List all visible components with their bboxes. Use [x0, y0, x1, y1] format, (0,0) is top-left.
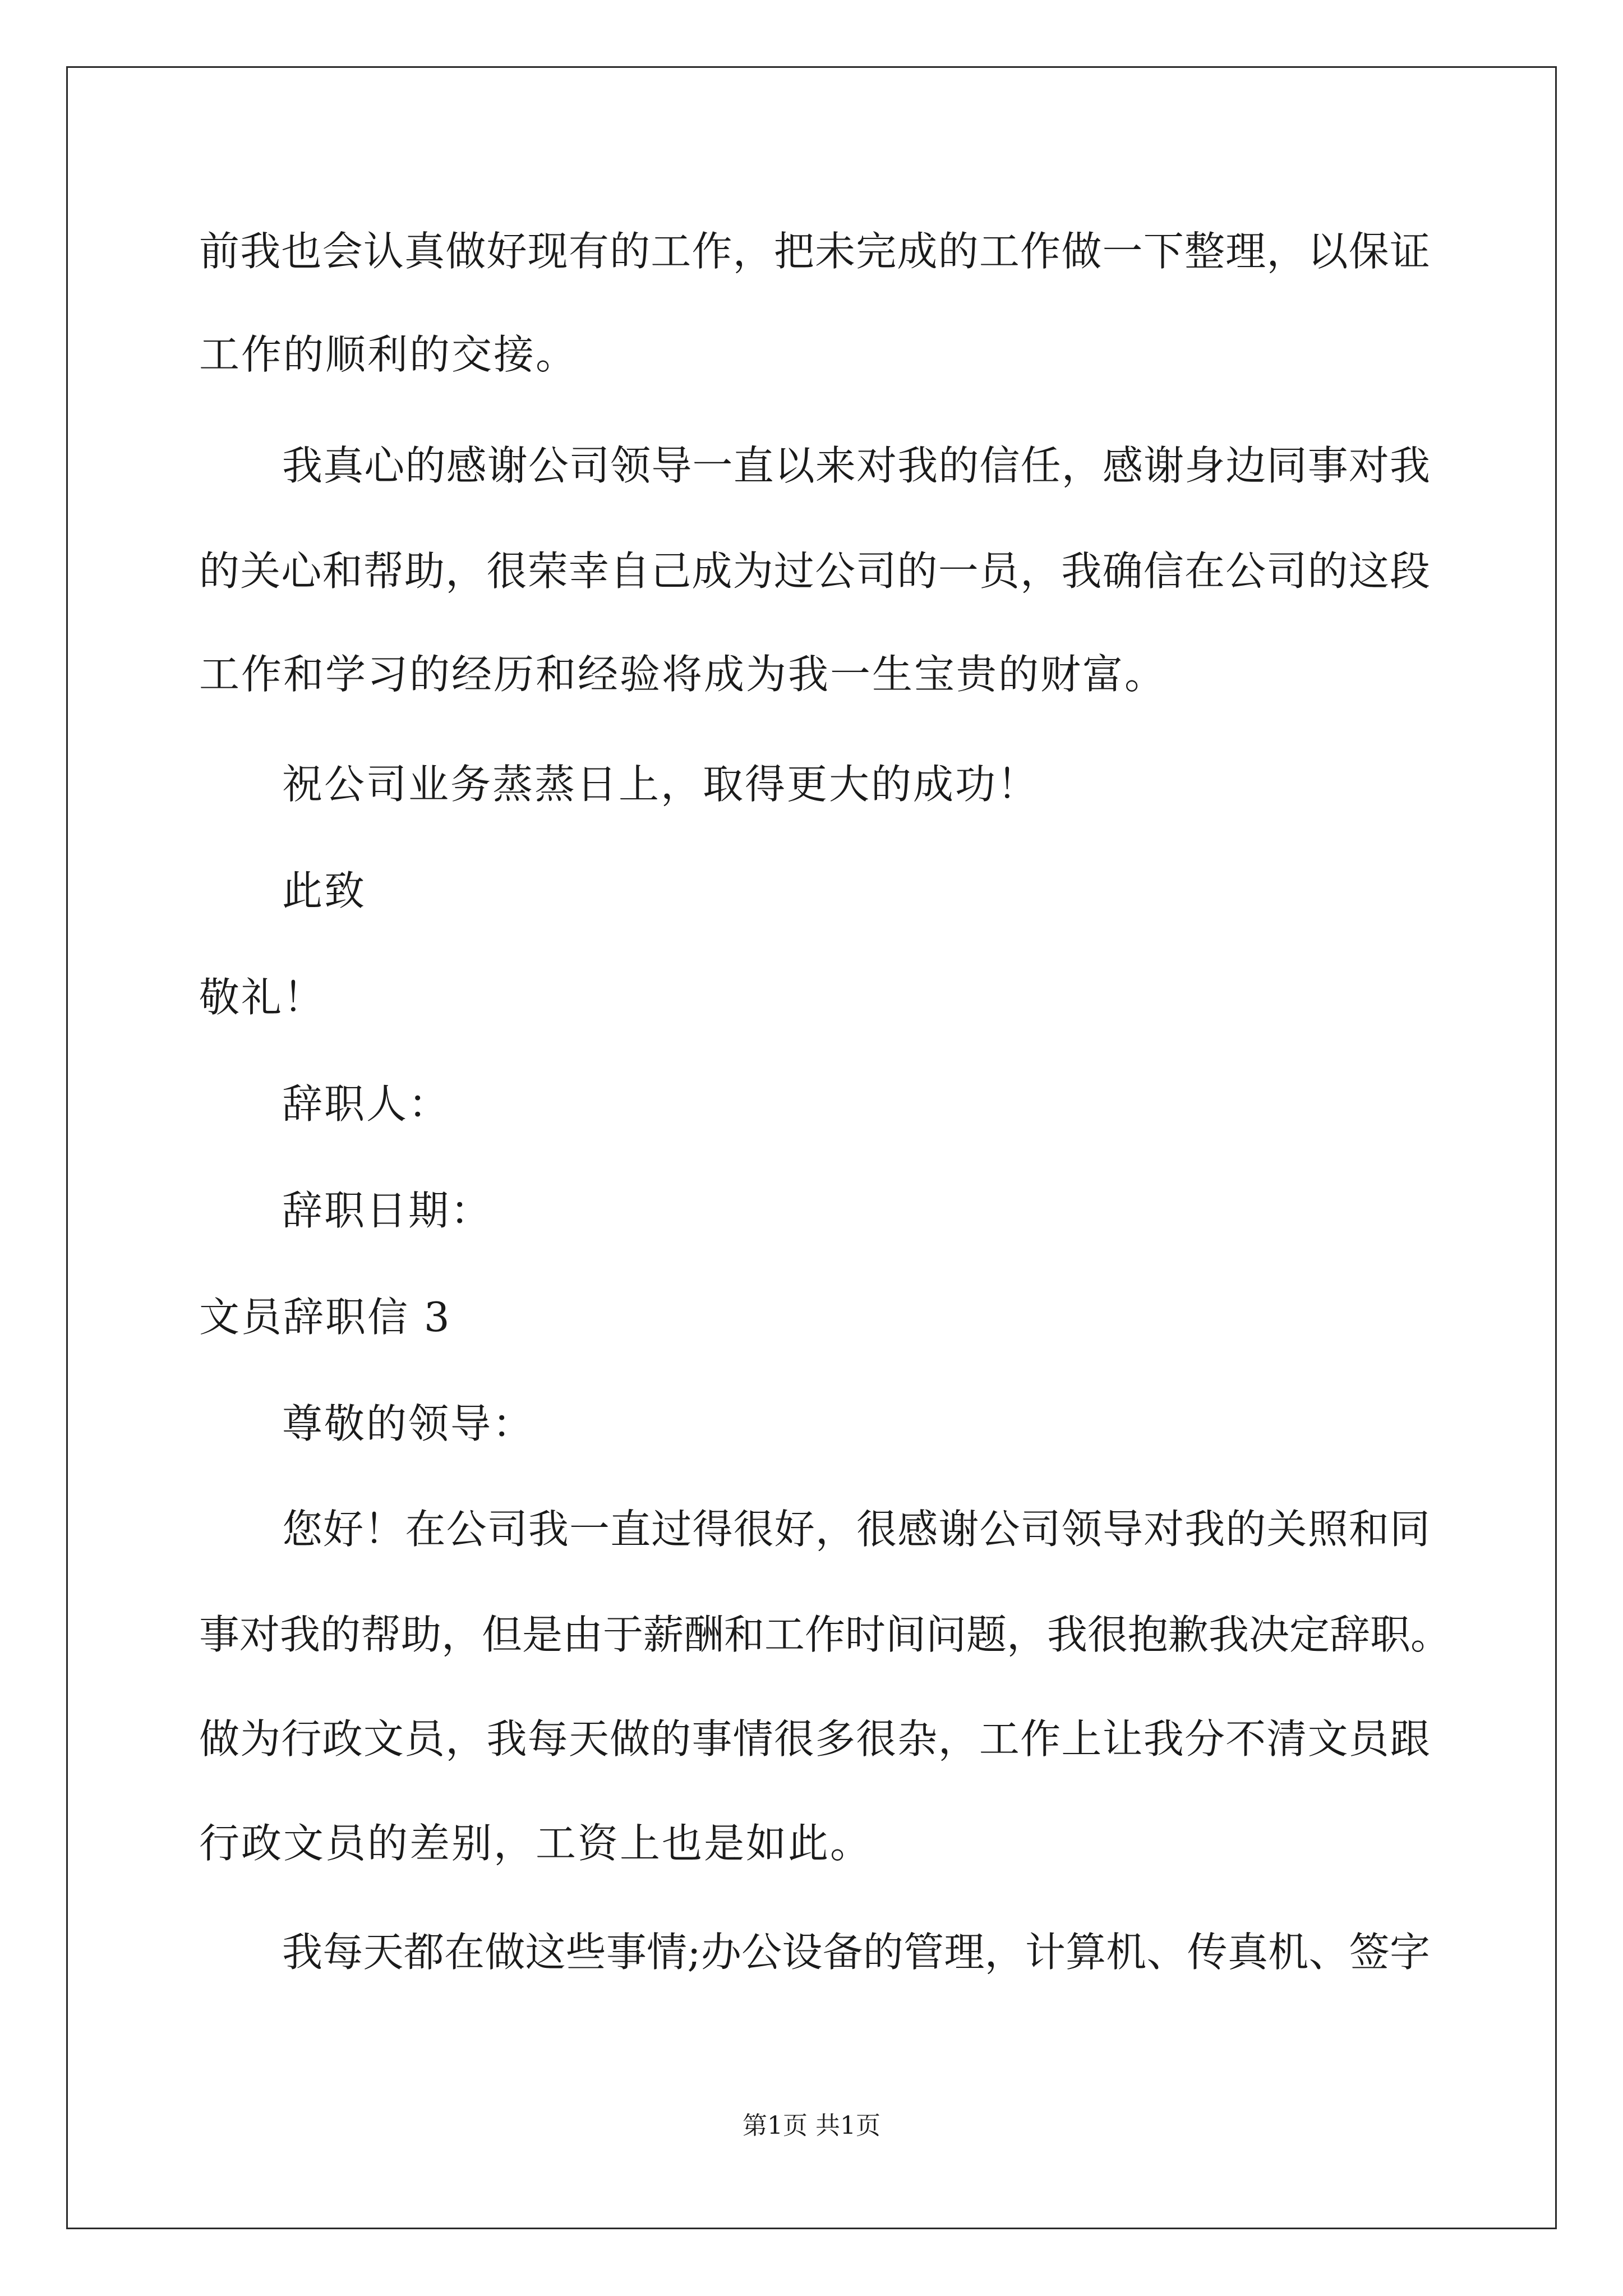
paragraph-line: 做为行政文员，我每天做的事情很多很杂，工作上让我分不清文员跟: [199, 1715, 1430, 1763]
paragraph-line: 祝公司业务蒸蒸日上，取得更大的成功！: [282, 761, 1040, 808]
date-label: 辞职日期：: [282, 1187, 493, 1234]
paragraph-line: 我真心的感谢公司领导一直以来对我的信任，感谢身边同事对我: [282, 442, 1430, 489]
paragraph-line: 事对我的帮助，但是由于薪酬和工作时间问题，我很抱歉我决定辞职。: [199, 1611, 1451, 1658]
paragraph-line: 您好！在公司我一直过得很好，很感谢公司领导对我的关照和同: [282, 1506, 1430, 1553]
paragraph-line: 我每天都在做这些事情;办公设备的管理，计算机、传真机、签字: [282, 1929, 1430, 1976]
closing-phrase: 此致: [282, 867, 367, 914]
page-footer: 第1页 共1页: [743, 2111, 880, 2140]
paragraph-line: 行政文员的差别，工资上也是如此。: [199, 1820, 873, 1867]
greeting: 尊敬的领导：: [282, 1400, 535, 1447]
paragraph-line: 工作的顺利的交接。: [199, 331, 578, 378]
signer-label: 辞职人：: [282, 1080, 451, 1128]
paragraph-line: 工作和学习的经历和经验将成为我一生宝贵的财富。: [199, 651, 1167, 698]
document-body: [199, 0, 1451, 2132]
paragraph-line: 的关心和帮助，很荣幸自己成为过公司的一员，我确信在公司的这段: [199, 547, 1430, 595]
salutation-closing: 敬礼！: [199, 974, 326, 1021]
section-title: 文员辞职信 3: [199, 1294, 451, 1341]
paragraph-line: 前我也会认真做好现有的工作，把未完成的工作做一下整理，以保证: [199, 228, 1430, 275]
